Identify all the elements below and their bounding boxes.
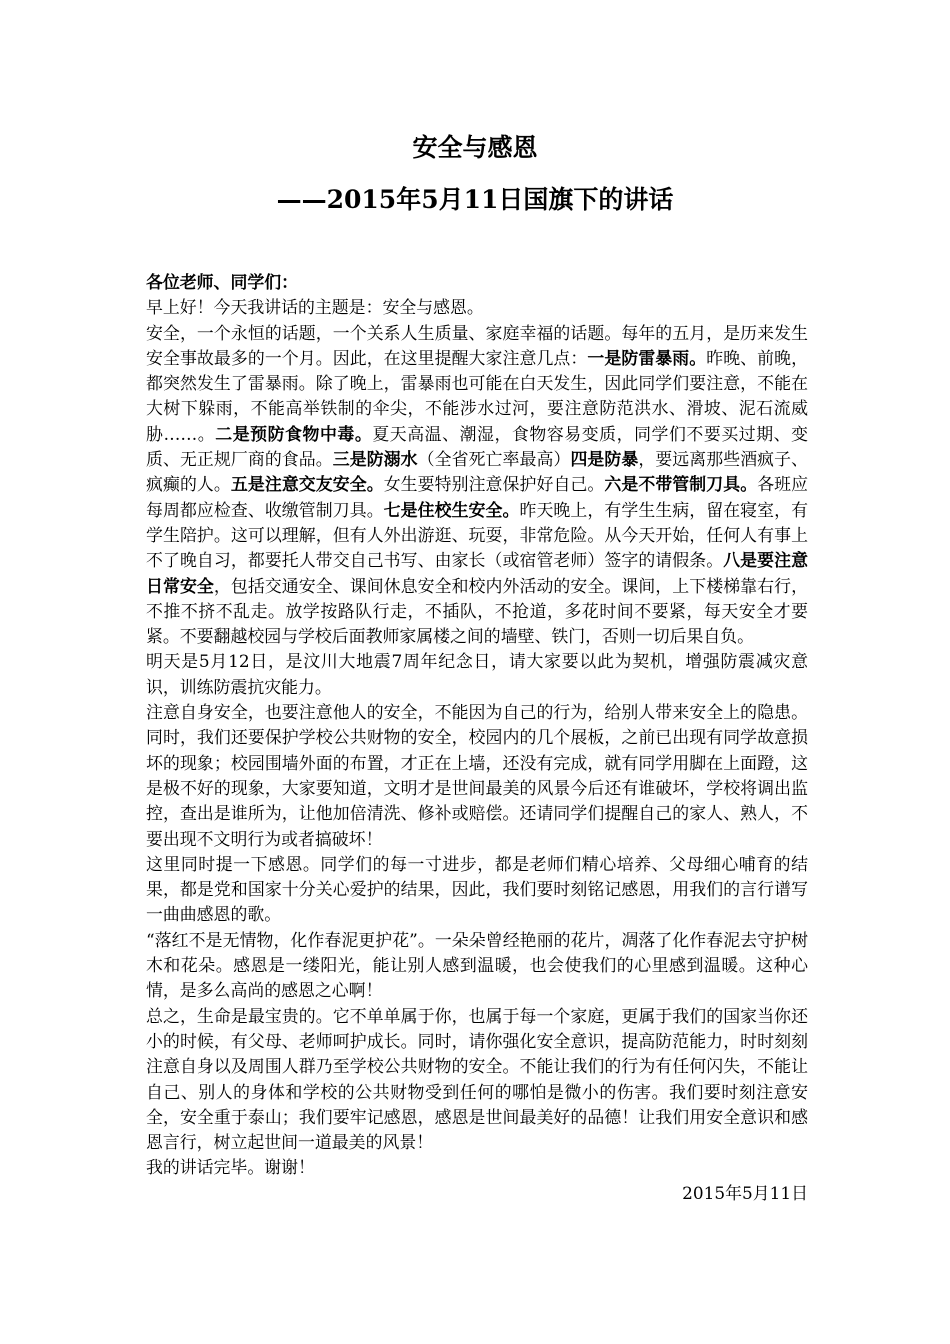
point-8-text: ，包括交通安全、课间休息安全和校内外活动的安全。课间，上下楼梯靠右行，不推不挤不乱走。放学按路队行走，不插队，不抢道，多花时间不要紧，每天安全才要紧。不要翻越校园与学校后面教师家属楼之间的墙壁、铁门，否则一切后果自负。 xyxy=(146,575,808,647)
salutation: 各位老师、同学们： xyxy=(146,272,299,292)
earthquake-paragraph: 明天是5月12日，是汶川大地震7周年纪念日，请大家要以此为契机，增强防震减灾意识，训练防震抗灾能力。 xyxy=(146,651,808,697)
speech-date: 2015年5月11日 xyxy=(682,1182,808,1203)
point-8-heading: 八是要注意日常安全 xyxy=(146,550,808,596)
point-5-text: 女生要特别注意保护好自己。 xyxy=(383,474,605,495)
point-5-heading: 五是注意交友安全。 xyxy=(230,474,384,495)
point-6-heading: 六是不带管制刀具。 xyxy=(604,474,758,495)
point-1-text: 昨晚、前晚，都突然发生了雷暴雨。除了晚上，雷暴雨也可能在白天发生，因此同学们要注意，不能在大树下躲雨，不能高举铁制的伞尖，不能涉水过河，要注意防范洪水、滑坡、泥石流威胁……。 xyxy=(146,347,809,444)
point-2-heading: 二是预防食物中毒。 xyxy=(215,423,373,444)
conclusion-paragraph: 总之，生命是最宝贵的。它不单单属于你，也属于每一个家庭，更属于我们的国家当你还小的时候，有父母、老师呵护成长。同时，请你强化安全意识，提高防范能力，时时刻刻注意自身以及周围人群乃至学校公共财物的安全。不能让我们的行为有任何闪失，不能让自己、别人的身体和学校的公共财物受到任何的哪怕是微小的伤害。我们要时刻注意安全，安全重于泰山；我们要牢记感恩，感恩是世间最美好的品德！让我们用安全意识和感恩言行，树立起世间一道最美的风景！ xyxy=(146,1005,808,1153)
speech-body xyxy=(146,270,808,1206)
point-6-text: 各班应每周都应检查、收缴管制刀具。 xyxy=(146,474,809,520)
gratitude-paragraph: 这里同时提一下感恩。同学们的每一寸进步，都是老师们精心培养、父母细心哺育的结果，都是党和国家十分关心爱护的结果，因此，我们要时刻铭记感恩，用我们的言行谱写一曲曲感恩的歌。 xyxy=(146,853,808,925)
point-7-heading: 七是住校生安全。 xyxy=(383,499,520,520)
closing-paragraph: 我的讲话完毕。谢谢！ xyxy=(146,1157,315,1178)
point-3-text: （全省死亡率最高） xyxy=(417,449,571,470)
poem-paragraph: “落红不是无情物，化作春泥更护花”。一朵朵曾经艳丽的花片，凋落了化作春泥去守护树木和花朵。感恩是一缕阳光，能让别人感到温暖，也会使我们的心里感到温暖。这种心情，是多么高尚的感恩之心啊！ xyxy=(146,929,808,1001)
point-4-text: ，要远离那些酒疯子、疯癫的人。 xyxy=(146,449,809,495)
point-4-heading: 四是防暴 xyxy=(570,449,639,470)
document-subtitle: ——2015年5月11日国旗下的讲话 xyxy=(276,185,674,214)
point-7-text: 昨天晚上，有学生生病，留在寝室，有学生陪护。这可以理解，但有人外出游逛、玩耍，非常危险。从今天开始，任何人有事上不了晚自习，都要托人带交自己书写、由家长（或宿管老师）签字的请假条。 xyxy=(146,499,808,571)
document-title: 安全与感恩 xyxy=(412,133,538,162)
greeting-paragraph: 早上好！今天我讲话的主题是：安全与感恩。 xyxy=(146,297,484,318)
safety-paragraph xyxy=(146,321,808,650)
property-paragraph: 注意自身安全，也要注意他人的安全，不能因为自己的行为，给别人带来安全上的隐患。同时，我们还要保护学校公共财物的安全，校园内的几个展板，之前已出现有同学故意损坏的现象；校园围墙外面的布置，才正在上墙，还没有完成，就有同学用脚在上面蹬，这是极不好的现象，大家要知道，文明才是世间最美的风景今后还有谁破坏，学校将调出监控，查出是谁所为，让他加倍清洗、修补或赔偿。还请同学们提醒自己的家人、熟人，不要出现不文明行为或者搞破坏！ xyxy=(146,702,808,849)
safety-intro: 安全，一个永恒的话题，一个关系人生质量、家庭幸福的话题。每年的五月，是历来发生安全事故最多的一个月。因此，在这里提醒大家注意几点： xyxy=(146,322,808,368)
point-3-heading: 三是防溺水 xyxy=(332,449,418,470)
point-2-text: 夏天高温、潮湿，食物容易变质，同学们不要买过期、变质、无正规厂商的食品。 xyxy=(146,423,809,470)
point-1-heading: 一是防雷暴雨。 xyxy=(587,347,707,368)
